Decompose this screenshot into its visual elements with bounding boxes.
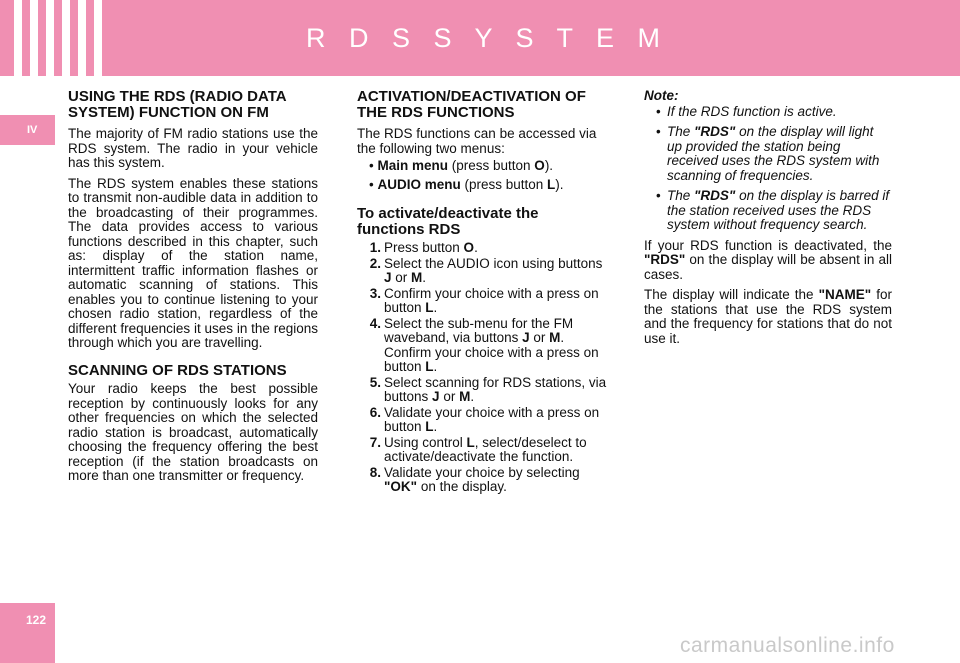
note-label: Note: <box>644 88 679 103</box>
list-item: • Main menu (press button O). <box>369 158 554 173</box>
list-item: 8. Validate your choice by selecting "OK" on the display. <box>369 464 580 494</box>
paragraph: If your RDS function is deactivated, the "RDS" on the display will be absent in all cases. <box>644 237 892 282</box>
watermark: carmanualsonline.info <box>680 634 895 657</box>
paragraph: The RDS functions can be accessed via the following two menus: <box>357 126 597 156</box>
section-heading: SCANNING OF RDS STATIONS <box>68 361 287 379</box>
column-middle <box>357 89 607 496</box>
note-item: • If the RDS function is active. <box>656 103 837 119</box>
list-item: 6. Validate your choice with a press on button L. <box>369 404 600 434</box>
paragraph: The display will indicate the "NAME" for the stations that use the RDS system and the frequency for stations that do not use it. <box>644 287 892 346</box>
page-header <box>0 0 960 76</box>
paragraph: The majority of FM radio stations use the RDS system. The radio in your vehicle has this system. <box>68 126 318 170</box>
list-item: 5. Select scanning for RDS stations, via buttons J or M. <box>369 374 607 404</box>
section-heading: To activate/deactivate the functions RDS <box>357 205 539 238</box>
list-item: 2. Select the AUDIO icon using buttons J or M. <box>369 255 603 285</box>
paragraph: Your radio keeps the best possible reception by continuously looks for any other frequencies on which the selected radio station is broadcast, automatically choosing the frequency offering the best reception (if the station broadcasts on more than one transmitter or frequency. <box>68 381 318 483</box>
paragraph: The RDS system enables these stations to transmit non-audible data in addition to the broadcasting of their programmes. The data provides access to various functions described in this chapter, such as: display of the station name, intermittent traffic information flashes or automatic scanning of stations. This enables you to continue listening to your chosen radio station, regardless of the different frequencies it uses in the regions through which you are travelling. <box>68 175 318 350</box>
list-item: 1. Press button O. <box>369 240 478 255</box>
chapter-tab: IV <box>0 115 55 145</box>
list-item: 4. Select the sub-menu for the FM waveband, via buttons J or M. Confirm your choice with a press on button L. <box>369 315 599 374</box>
note-item: • The "RDS" on the display will light up provided the station being received uses the RDS system with scanning of frequencies. <box>656 124 880 183</box>
page-number: 122 <box>0 603 55 663</box>
steps-list <box>357 241 607 495</box>
column-right <box>644 89 892 352</box>
section-heading: ACTIVATION/DEACTIVATION OF THE RDS FUNCTIONS <box>357 88 586 121</box>
section-heading: USING THE RDS (RADIO DATA SYSTEM) FUNCTION ON FM <box>68 88 287 121</box>
list-item: 3. Confirm your choice with a press on button L. <box>369 285 599 315</box>
page-title: R D S S Y S T E M <box>305 23 669 53</box>
list-item: 7. Using control L, select/deselect to activate/deactivate the function. <box>369 434 587 464</box>
column-left <box>68 89 318 490</box>
note-item: • The "RDS" on the display is barred if the station received uses the RDS system without frequency search. <box>656 188 890 232</box>
list-item: • AUDIO menu (press button L). <box>369 176 564 192</box>
